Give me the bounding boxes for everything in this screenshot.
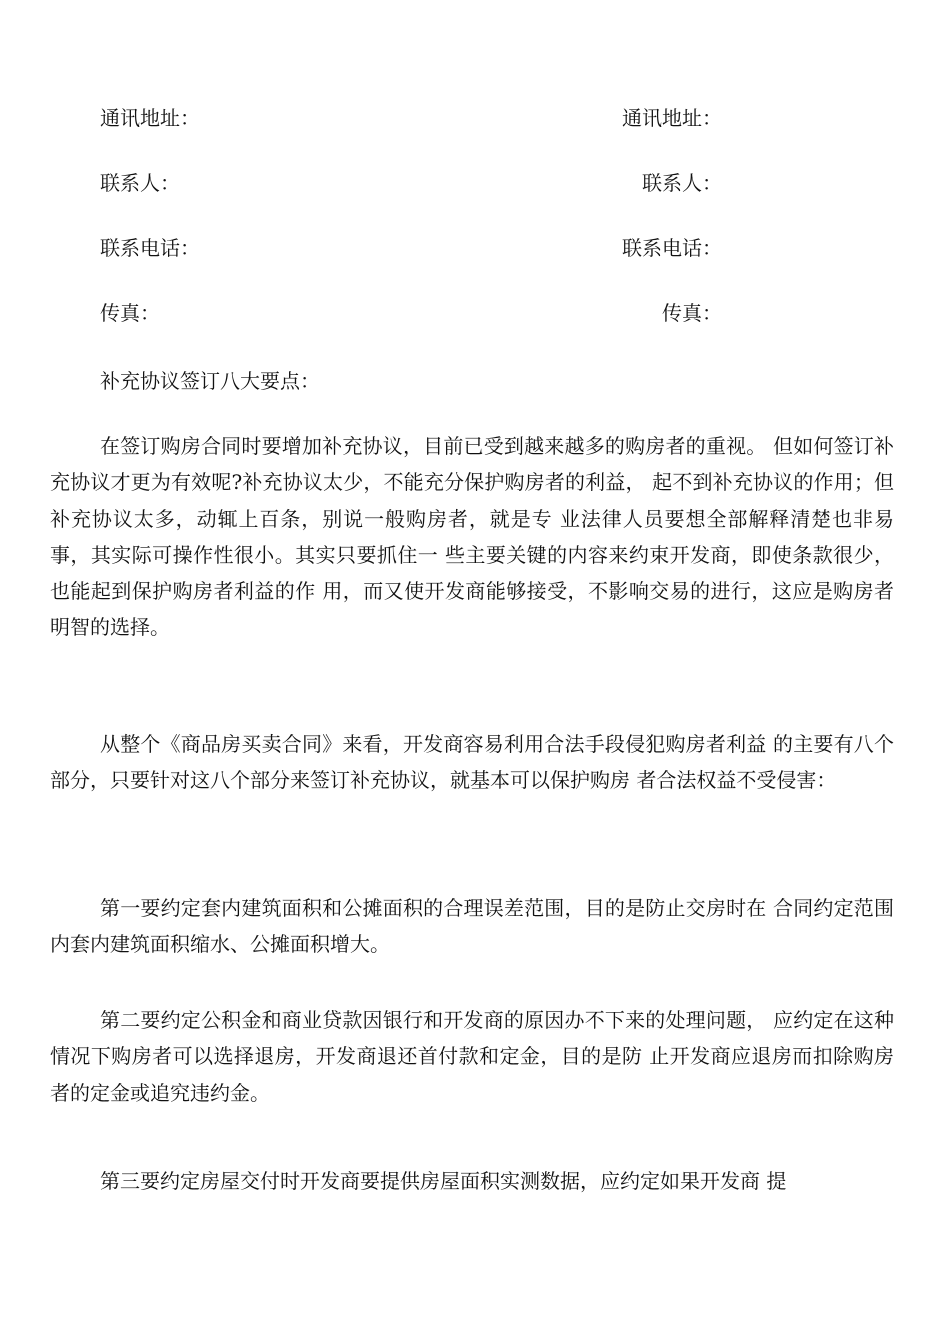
phone-label-left: 联系电话： (100, 236, 200, 260)
phone-row (0, 231, 950, 265)
address-label-left: 通讯地址： (100, 106, 200, 130)
fax-row (0, 296, 950, 330)
paragraph-point-1: 第一要约定套内建筑面积和公摊面积的合理误差范围，目的是防止交房时在 合同约定范围内套内建筑面积缩水、公摊面积增大。 (50, 896, 894, 957)
fax-label-right: 传真： (662, 301, 722, 325)
paragraph-overview: 从整个《商品房买卖合同》来看，开发商容易利用合法手段侵犯购房者利益 的主要有八个部分，只要针对这八个部分来签订补充协议，就基本可以保护购房 者合法权益不受侵害： (50, 732, 894, 793)
contact-person-row (0, 166, 950, 200)
fax-label-left: 传真： (100, 301, 160, 325)
address-label-right: 通讯地址： (622, 106, 722, 130)
contact-person-label-right: 联系人： (642, 171, 722, 195)
address-row (0, 101, 950, 135)
paragraph-point-2: 第二要约定公积金和商业贷款因银行和开发商的原因办不下来的处理问题， 应约定在这种情况下购房者可以选择退房，开发商退还首付款和定金，目的是防 止开发商应退房而扣除购房者的定金或追究违约金。 (50, 1008, 894, 1105)
paragraph-intro: 在签订购房合同时要增加补充协议，目前已受到越来越多的购房者的重视。 但如何签订补充协议才更为有效呢?补充协议太少，不能充分保护购房者的利益， 起不到补充协议的作用；但补充协议太多，动辄上百条，别说一般购房者，就是专 业法律人员要想全部解释清楚也非易事，其实际可操作性很小。其实只要抓住一 些主要关键的内容来约束开发商，即使条款很少，也能起到保护购房者利益的作 用，而又使开发商能够接受，不影响交易的进行，这应是购房者明智的选择。 (50, 434, 894, 640)
paragraph-point-3: 第三要约定房屋交付时开发商要提供房屋面积实测数据，应约定如果开发商 提 (100, 1169, 787, 1193)
phone-label-right: 联系电话： (622, 236, 722, 260)
section-heading: 补充协议签订八大要点： (100, 369, 320, 393)
contact-person-label-left: 联系人： (100, 171, 180, 195)
